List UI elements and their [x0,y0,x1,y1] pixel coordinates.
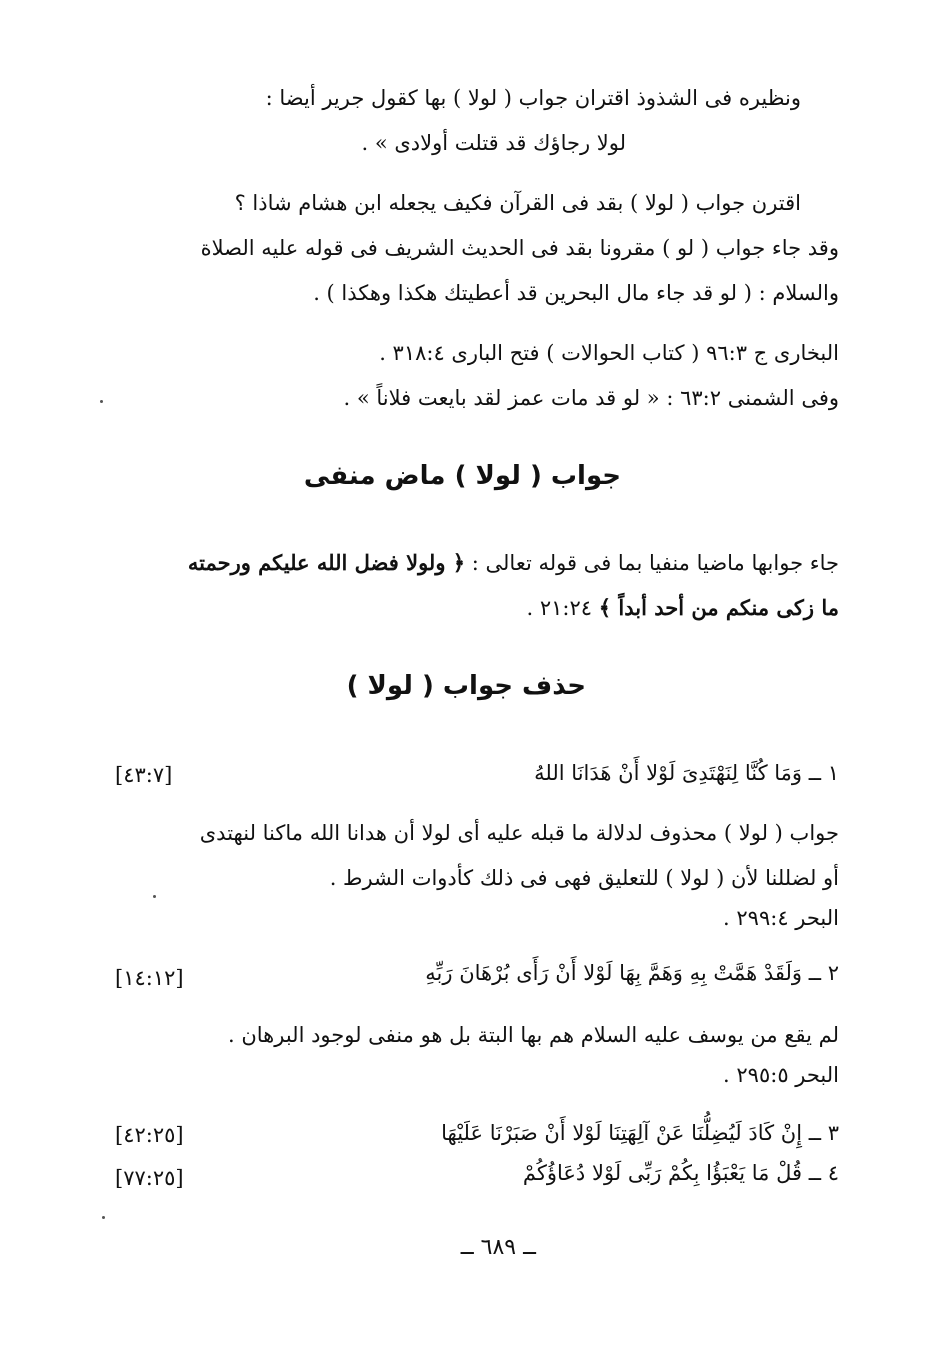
text-line [188,548,839,578]
text-line: جواب ( لولا ) محذوف لدلالة ما قبله عليه أى لولا أن هدانا الله ماكنا لنهتدى [199,821,839,845]
reference-line: وفى الشمنى ٦٣:٢ : « لو قد مات عمز لقد بايعت فلاناً » . [343,386,839,410]
text-line: اقترن جواب ( لولا ) بقد فى القرآن فكيف يجعله ابن هشام شاذا ؟ [234,191,801,215]
reference-line: البحر ٢٩٥:٥ . [723,1063,839,1087]
page-number: ــ ٦٨٩ ــ [460,1235,536,1260]
verse-reference: [٧٧:٢٥] [115,1166,184,1190]
verse-reference: [٤٢:٢٥] [115,1123,184,1147]
text-line: وقد جاء جواب ( لو ) مقرونا بقد فى الحديث الشريف فى قوله عليه الصلاة [200,236,839,260]
text-line: ونظيره فى الشذوذ اقتران جواب ( لولا ) بها كقول جرير أيضا : [265,86,801,110]
verse-reference: ٢١:٢٤ . [526,596,593,620]
poem-verse: لولا رجاؤك قد قتلت أولادى » . [361,131,626,155]
verse-reference: [٤٣:٧] [115,763,173,787]
scan-speck [100,400,103,403]
text-line: لم يقع من يوسف عليه السلام هم بها البتة بل هو منفى لوجود البرهان . [228,1023,839,1047]
reference-line: البحر ٢٩٩:٤ . [723,906,839,930]
scan-speck [102,1216,105,1219]
quran-verse: ٣ ــ إِنْ كَادَ لَيُضِلُّنَا عَنْ آلِهَتِنَا لَوْلا أَنْ صَبَرْنَا عَلَيْهَا [441,1121,839,1145]
text-line [527,593,839,623]
section-heading: جواب ( لولا ) ماض منفى [303,461,621,491]
quran-quote: ﴿ ولولا فضل الله عليكم ورحمته [187,550,466,575]
quran-quote: ما زكى منكم من أحد أبداً ﴾ [598,595,839,620]
quran-verse: ١ ــ وَمَا كُنَّا لِنَهْتَدِىَ لَوْلا أَنْ هَدَانَا اللهُ [534,761,839,785]
verse-reference: [١٤:١٢] [115,966,184,990]
quran-verse: ٤ ــ قُلْ مَا يَعْبَؤُا بِكُمْ رَبِّى لَوْلا دُعَاؤُكُمْ [522,1161,839,1185]
quran-verse: ٢ ــ وَلَقَدْ هَمَّتْ بِهِ وَهَمَّ بِهَا لَوْلا أَنْ رَأَى بُرْهَانَ رَبِّهِ [425,961,839,985]
text-segment: جاء جوابها ماضيا منفيا بما فى قوله تعالى : [471,551,839,575]
text-line: أو لضللنا لأن ( لولا ) للتعليق فهى فى ذلك كأدوات الشرط . [329,866,839,890]
scan-speck [153,895,156,898]
section-heading: حذف جواب ( لولا ) [346,671,586,701]
text-line: والسلام : ( لو قد جاء مال البحرين قد أعطيتك هكذا وهكذا ) . [313,281,839,305]
reference-line: البخارى ج ٩٦:٣ ( كتاب الحوالات ) فتح البارى ٣١٨:٤ . [379,341,839,365]
